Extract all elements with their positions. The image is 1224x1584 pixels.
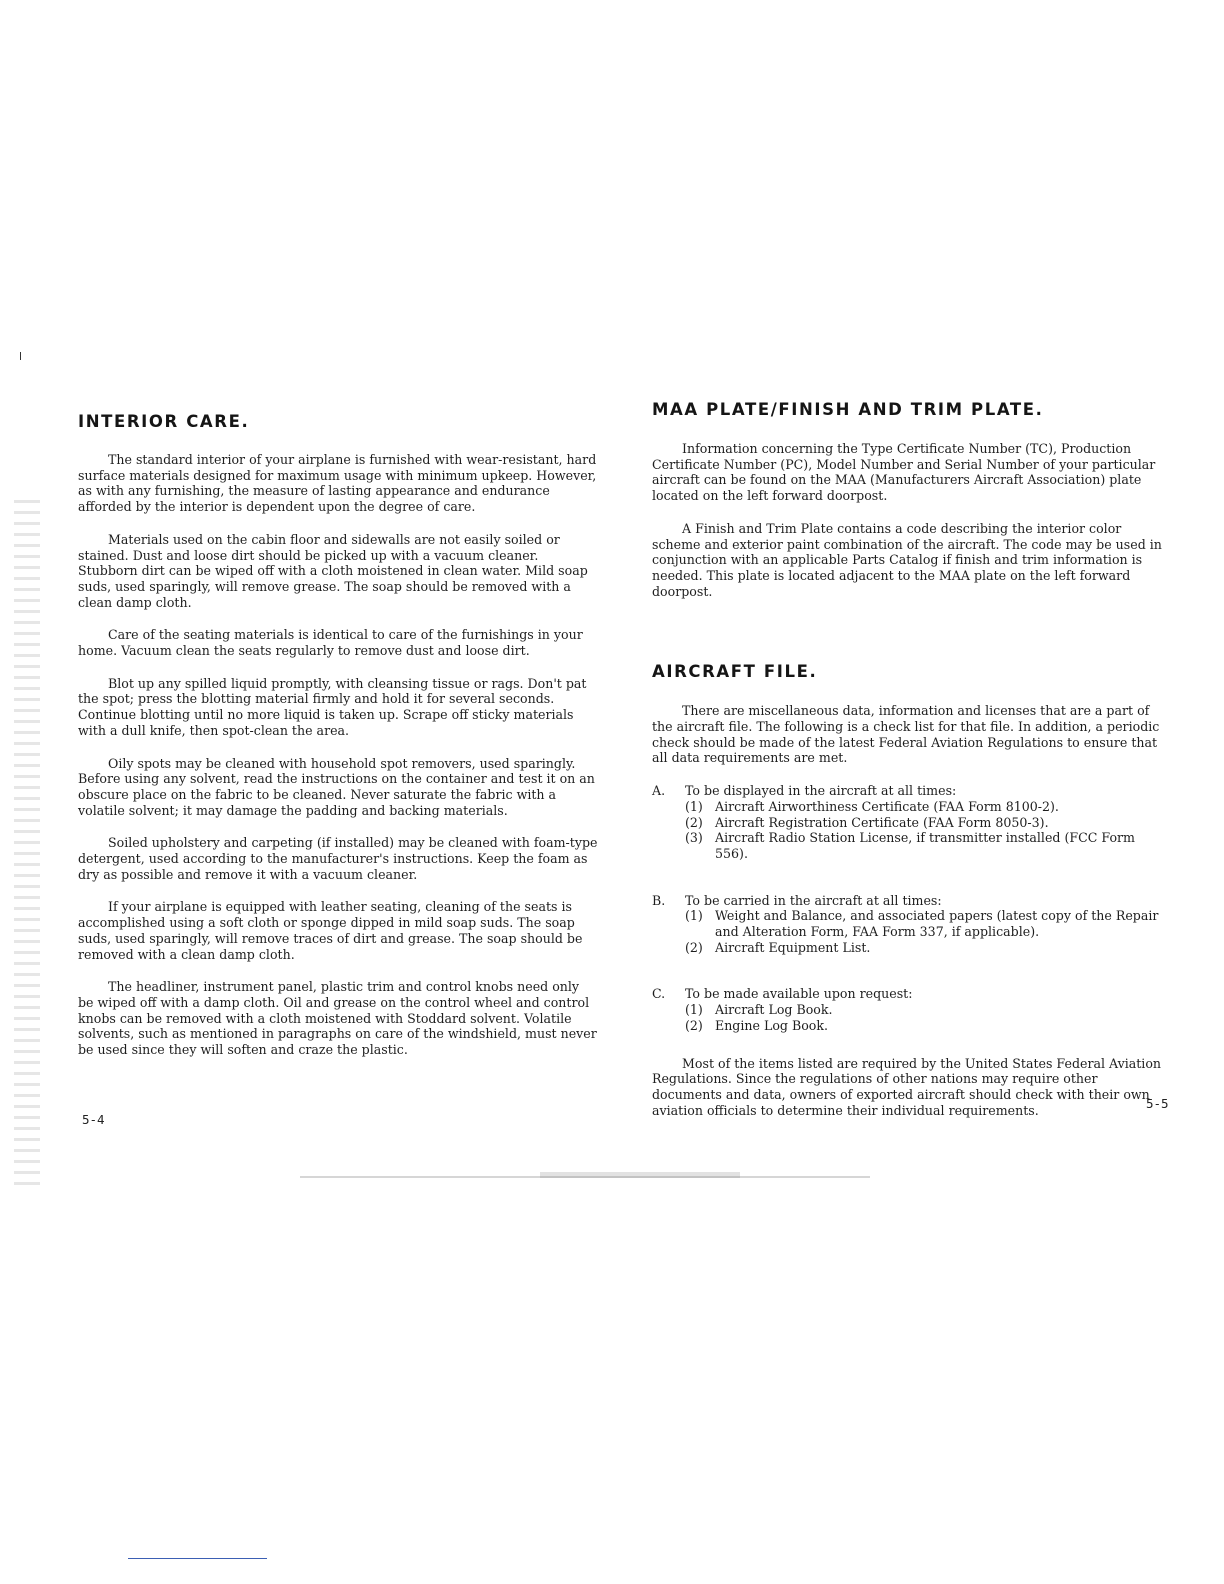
list-item	[685, 940, 1164, 956]
list-letter: B.	[652, 892, 666, 908]
paragraph: The headliner, instrument panel, plastic trim and control knobs need only be wiped off with a damp cloth. Oil and grease on the control wheel and control knobs can be removed with a cloth moistened with Stoddard solvent. Volatile solvents, such as mentioned in paragraphs on care of the windshield, must never be used since they will soften and craze the plastic.	[78, 979, 597, 1058]
paragraph: Most of the items listed are required by the United States Federal Aviation Regulations. Since the regulations of other nations may require other documents and data, owners of exported aircraft should check with their own aviation officials to determine their individual requirements.	[652, 1055, 1162, 1118]
item-text: Aircraft Registration Certificate (FAA Form 8050-3).	[715, 814, 1049, 830]
right-page	[652, 400, 1164, 1135]
list-item	[685, 1002, 1164, 1018]
list-item	[685, 830, 1164, 861]
section-gap	[652, 616, 1164, 662]
item-text: Aircraft Equipment List.	[715, 939, 871, 955]
paragraph: Oily spots may be cleaned with household spot removers, used sparingly. Before using any solvent, read the instructions on the container and test it on an obscure place on the fabric to be cleaned. Never saturate the fabric with a volatile solvent; it may damage the padding and backing materials.	[78, 755, 595, 818]
paragraph: If your airplane is equipped with leather seating, cleaning of the seats is accomplished using a soft cloth or sponge dipped in mild soap suds. The soap suds, used sparingly, will remove traces of dirt and grease. The soap should be removed with a clean damp cloth.	[78, 899, 583, 962]
list-title: To be made available upon request:	[685, 986, 913, 1002]
paragraph: There are miscellaneous data, information and licenses that are a part of the aircraft file. The following is a check list for that file. In addition, a periodic check should be made of the latest Federal Aviation Regulations to ensure that all data requirements are met.	[652, 703, 1160, 766]
left-page	[78, 412, 598, 1075]
paragraph: Soiled upholstery and carpeting (if installed) may be cleaned with foam-type detergent, used according to the manufacturer's instructions. Keep the foam as dry as possible and remove it with a vacuum cleaner.	[78, 835, 598, 882]
paragraph: Blot up any spilled liquid promptly, with cleansing tissue or rags. Don't pat the spot; press the blotting material firmly and hold it for several seconds. Continue blotting until no more liquid is taken up. Scrape off sticky materials with a dull knife, then spot-clean the area.	[78, 675, 587, 738]
binding-shadow	[14, 500, 40, 1190]
paragraph: Materials used on the cabin floor and sidewalls are not easily soiled or stained. Dust and loose dirt should be picked up with a vacuum cleaner. Stubborn dirt can be wiped off with a cloth moistened in clean water. Mild soap suds, used sparingly, will remove grease. The soap should be removed with a clean damp cloth.	[78, 531, 588, 610]
page-number-right: 5-5	[1146, 1096, 1169, 1111]
list-letter: C.	[652, 986, 666, 1002]
item-number: (2)	[685, 939, 703, 955]
list-letter: A.	[652, 783, 666, 799]
checklist-c	[652, 986, 1164, 1033]
page-number-left: 5-4	[82, 1112, 105, 1127]
list-item	[685, 799, 1164, 815]
paragraph: A Finish and Trim Plate contains a code describing the interior color scheme and exterior paint combination of the aircraft. The code may be used in conjunction with an applicable Parts Catalog if finish and trim information is needed. This plate is located adjacent to the MAA plate on the left forward doorpost.	[652, 520, 1162, 599]
list-item	[685, 908, 1164, 939]
item-text: Aircraft Airworthiness Certificate (FAA Form 8100-2).	[715, 798, 1059, 814]
checklist-b	[652, 893, 1164, 956]
interior-care-heading: INTERIOR CARE.	[78, 412, 250, 431]
item-number: (1)	[685, 798, 703, 814]
list-title: To be carried in the aircraft at all times:	[685, 892, 942, 908]
item-number: (2)	[685, 1017, 703, 1033]
item-text: Engine Log Book.	[715, 1017, 829, 1033]
aircraft-file-heading: AIRCRAFT FILE.	[652, 662, 818, 682]
list-title: To be displayed in the aircraft at all times:	[685, 783, 957, 799]
paragraph: Care of the seating materials is identical to care of the furnishings in your home. Vacuum clean the seats regularly to remove dust and loose dirt.	[78, 627, 583, 659]
paragraph: The standard interior of your airplane is furnished with wear-resistant, hard surface materials designed for maximum usage with minimum upkeep. However, as with any furnishing, the measure of lasting appearance and endurance afforded by the interior is dependent upon the degree of care.	[78, 452, 597, 515]
scan-mark	[20, 352, 21, 360]
paragraph: Information concerning the Type Certificate Number (TC), Production Certificate Number (PC), Model Number and Serial Number of your particular aircraft can be found on the MAA (Manufacturers Aircraft Association) plate located on the left forward doorpost.	[652, 441, 1156, 504]
list-item	[685, 1018, 1164, 1034]
item-number: (2)	[685, 814, 703, 830]
checklist-a	[652, 783, 1164, 862]
scan-artifact-line	[540, 1172, 740, 1178]
item-text: Weight and Balance, and associated papers (latest copy of the Repair and Alteration Form, FAA Form 337, if applicable).	[715, 908, 1159, 940]
maa-plate-heading: MAA PLATE/FINISH AND TRIM PLATE.	[652, 400, 1044, 419]
item-number: (3)	[685, 830, 703, 846]
item-text: Aircraft Radio Station License, if transmitter installed (FCC Form 556).	[715, 830, 1136, 861]
item-number: (1)	[685, 1002, 703, 1018]
bottom-rule	[128, 1558, 267, 1559]
item-text: Aircraft Log Book.	[715, 1002, 833, 1018]
item-number: (1)	[685, 908, 703, 924]
list-item	[685, 815, 1164, 831]
